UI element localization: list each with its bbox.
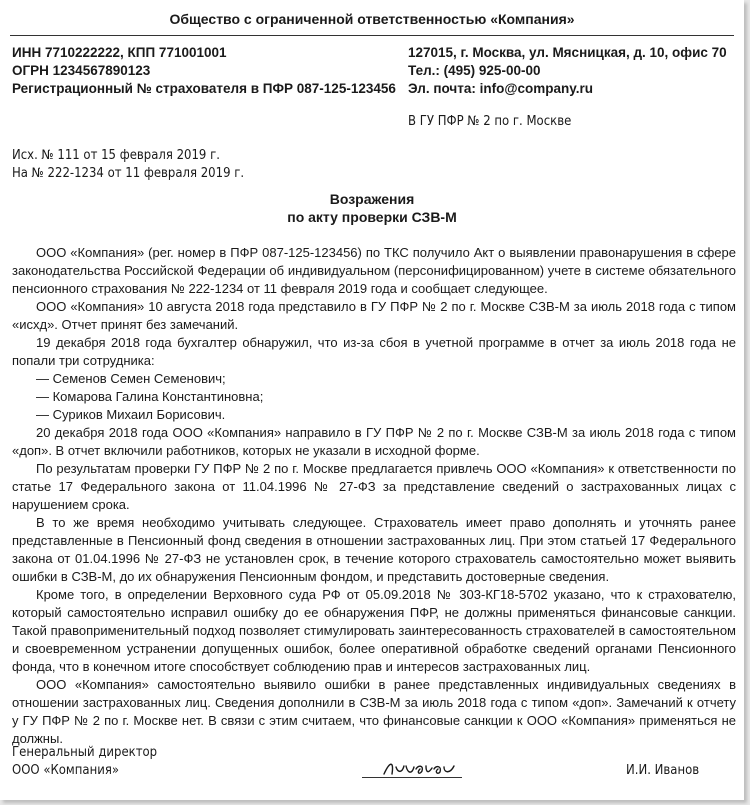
employee-list-item: — Суриков Михаил Борисович. (36, 407, 226, 422)
email-line: Эл. почта: info@company.ru (408, 81, 594, 96)
letter-body (12, 244, 736, 748)
paragraph: ООО «Компания» (рег. номер в ПФР 087-125-123456) по ТКС получило Акт о выявлении правонарушения в сфере законодательства Российской Федерации об индивидуальном (персонифицированном) учете в системе обязательного пенсионного страхования № 222-1234 от 11 февраля 2019 года и сообщает следующее. (12, 245, 736, 296)
organization-title: Общество с ограниченной ответственностью «Компания» (169, 11, 575, 27)
paragraph: В то же время необходимо учитывать следующее. Страхователь имеет право дополнять и уточнять ранее представленные в Пенсионный фонд сведения в отношении застрахованных лиц. При этом статьей 17 Федерального закона от 01.04.1996 № 27-ФЗ не установлен срок, в течение которого страхователь самостоятельно может выявить ошибки в СЗВ-М, до их обнаружения Пенсионным фондом, и представить достоверные сведения. (12, 515, 736, 584)
title-line-2: по акту проверки СЗВ-М (287, 209, 457, 225)
employee-list-item: — Комарова Галина Константиновна; (36, 389, 264, 404)
inn-kpp-line: ИНН 7710222222, КПП 771001001 (12, 45, 227, 60)
recipient: В ГУ ПФР № 2 по г. Москве (408, 114, 572, 129)
company-contacts (408, 44, 727, 98)
title-line-1: Возражения (329, 191, 415, 207)
paragraph: ООО «Компания» самостоятельно выявило ошибки в ранее представленных индивидуальных сведениях в отношении застрахованных лиц. Сведения дополнили в СЗВ-М за июль 2018 года с типом «доп». Замечаний к отчету у ГУ ПФР № 2 по г. Москве нет. В связи с этим считаем, что финансовые санкции к ООО «Компания» применяться не должны. (12, 677, 736, 746)
document-title (0, 190, 744, 226)
address-line: 127015, г. Москва, ул. Мясницкая, д. 10, офис 70 (408, 45, 727, 60)
signatory-position (12, 744, 157, 780)
employee-list-item: — Семенов Семен Семенович; (36, 371, 226, 386)
handwritten-signature (380, 757, 460, 779)
pfr-registration-line: Регистрационный № страхователя в ПФР 087-125-123456 (12, 81, 396, 96)
signatory-name: И.И. Иванов (626, 763, 700, 778)
phone-line: Тел.: (495) 925-00-00 (408, 63, 541, 78)
signatory-title: Генеральный директор (12, 745, 158, 760)
header-divider (10, 35, 734, 36)
company-details (12, 44, 396, 98)
incoming-number: На № 222-1234 от 11 февраля 2019 г. (12, 166, 245, 181)
outgoing-number: Исх. № 111 от 15 февраля 2019 г. (12, 148, 220, 163)
outgoing-references (12, 147, 244, 183)
signatory-company: ООО «Компания» (12, 763, 120, 778)
ogrn-line: ОГРН 1234567890123 (12, 63, 151, 78)
paragraph: По результатам проверки ГУ ПФР № 2 по г. Москве предлагается привлечь ООО «Компания» к ответственности по статье 17 Федерального закона от 11.04.1996 № 27-ФЗ за представление сведений о застрахованных лицах с нарушением срока. (12, 461, 736, 512)
signature-line (362, 777, 462, 778)
paragraph: Кроме того, в определении Верховного суда РФ от 05.09.2018 № 303-КГ18-5702 указано, что к страхователю, который самостоятельно исправил ошибку до ее обнаружения ПФР, не должны применяться финансовые санкции. Такой правоприменительный подход позволяет стимулировать заинтересованность страхователей в самостоятельном и своевременном устранении допущенных ошибок, более оперативной обработке сведений органами Пенсионного фонда, что в конечном итоге способствует соблюдению прав и интересов застрахованных лиц. (12, 587, 736, 674)
paragraph: ООО «Компания» 10 августа 2018 года представило в ГУ ПФР № 2 по г. Москве СЗВ-М за июль 2018 года с типом «исхд». Отчет принят без замечаний. (12, 299, 736, 332)
paragraph: 19 декабря 2018 года бухгалтер обнаружил, что из-за сбоя в учетной программе в отчет за июль 2018 года не попали три сотрудника: (12, 335, 736, 368)
paragraph: 20 декабря 2018 года ООО «Компания» направило в ГУ ПФР № 2 по г. Москве СЗВ-М за июль 2018 года с типом «доп». В отчет включили работников, которых не указали в исходной форме. (12, 425, 736, 458)
